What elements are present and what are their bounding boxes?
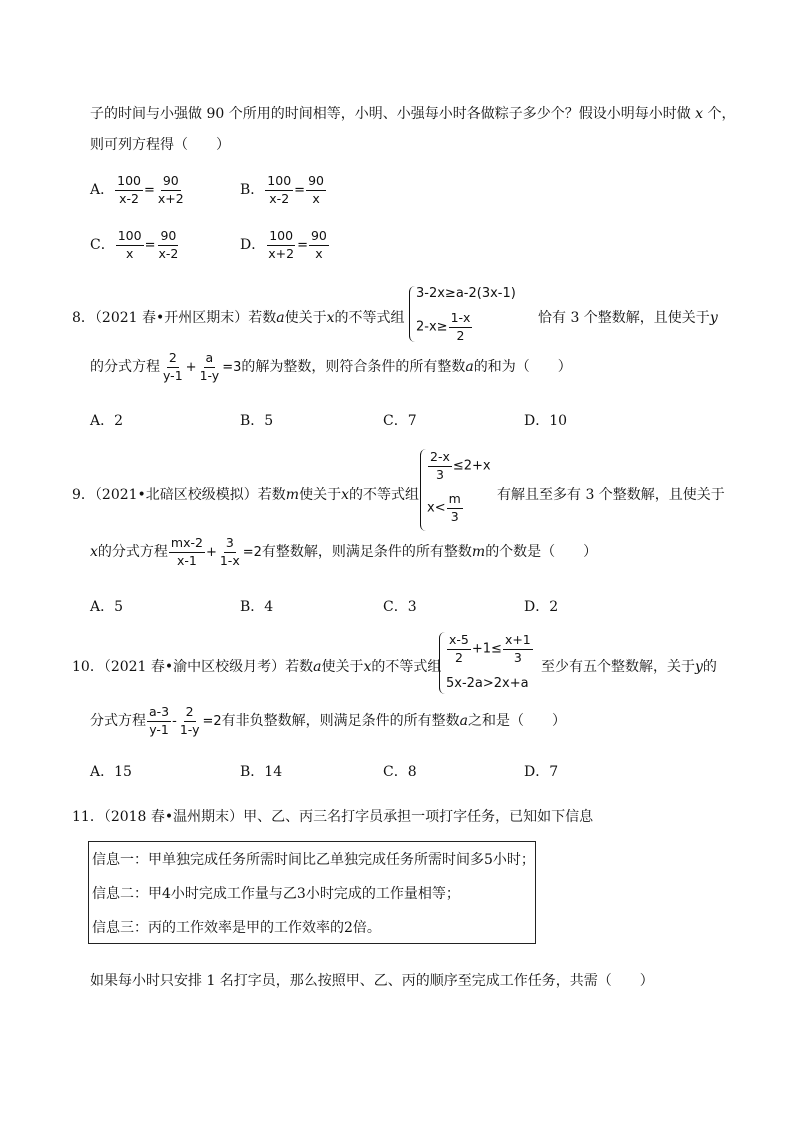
q9-option-a[interactable]: A．5 [90, 599, 124, 615]
q9-option-d[interactable]: D．2 [524, 599, 559, 615]
q7-option-d[interactable]: D． $\frac{100}{x+2}$ = $\frac{90}{x}$ [240, 228, 327, 261]
q10-option-b[interactable]: B．14 [240, 764, 283, 780]
q9-stem-line2: x的分式方程 $\frac{mx-2}{x-1}$ + $\frac{3}{1-x}$ =2有整数解，则满足条件的所有整数m的个数是（ ） [90, 535, 598, 568]
q10-inequality-1: $\frac{x-5}{2}$ +1≤ $\frac{x+1}{3}$ [449, 632, 531, 665]
q8-option-a[interactable]: A．2 [90, 413, 124, 429]
q9-inequality-2: x< $\frac{m}{3}$ [427, 491, 461, 524]
q11-final: 如果每小时只安排 1 名打字员，那么按照甲、乙、丙的顺序至完成工作任务，共需（ ） [90, 973, 654, 989]
q7-line2: 则可列方程得（ ） [90, 137, 230, 153]
q8-option-d[interactable]: D．10 [524, 413, 568, 429]
q10-stem-line2: 分式方程 $\frac{a-3}{y-1}$ - $\frac{2}{1-y}$ =2有非负整数解，则满足条件的所有整数a之和是（ ） [90, 704, 567, 737]
q10-option-c[interactable]: C．8 [383, 764, 417, 780]
q8-option-b[interactable]: B．5 [240, 413, 274, 429]
q8-stem-line2: 的分式方程 $\frac{2}{y-1}$ + $\frac{a}{1-y}$ =3的解为整数，则符合条件的所有整数a的和为（ ） [90, 350, 572, 383]
q7-line1: 子的时间与小强做 90 个所用的时间相等，小明、小强每小时各做粽子多少个？假设小明每小时做 x 个， [90, 106, 736, 122]
q11-info-box [88, 841, 536, 944]
q8-stem-after: 恰有 3 个整数解，且使关于y [538, 310, 718, 326]
q10-stem-after: 至少有五个整数解，关于y的 [541, 659, 717, 675]
q10-inequality-2: 5x-2a>2x+a [446, 676, 529, 691]
q10-stem-line1: 10．（2021 春•渝中区校级月考）若数a使关于x的不等式组 [72, 659, 442, 675]
q10-system-brace [439, 632, 446, 694]
q7-option-c[interactable]: C． $\frac{100}{x}$ = $\frac{90}{x-2}$ [90, 228, 179, 261]
q8-option-c[interactable]: C．7 [383, 413, 417, 429]
q7-option-b[interactable]: B． $\frac{100}{x-2}$ = $\frac{90}{x}$ [240, 173, 324, 206]
q9-option-b[interactable]: B．4 [240, 599, 274, 615]
q9-stem-line1: 9．（2021•北碚区校级模拟）若数m使关于x的不等式组 [72, 487, 419, 503]
q11-info-3: 信息三：丙的工作效率是甲的工作效率的2倍。 [92, 920, 381, 936]
q9-option-c[interactable]: C．3 [383, 599, 417, 615]
q8-inequality-2: 2-x≥ $\frac{1-x}{2}$ [416, 310, 471, 343]
q7-option-a[interactable]: A． $\frac{100}{x-2}$ = $\frac{90}{x+2}$ [90, 173, 184, 206]
q10-option-a[interactable]: A．15 [90, 764, 132, 780]
q11-stem: 11．（2018 春•温州期末）甲、乙、丙三名打字员承担一项打字任务，已知如下信息 [72, 809, 594, 825]
q8-system-brace [409, 286, 416, 342]
q8-inequality-1: 3-2x≥a-2(3x-1) [416, 286, 516, 301]
q11-info-1: 信息一：甲单独完成任务所需时间比乙单独完成任务所需时间多5小时； [92, 852, 535, 868]
q9-system-brace [420, 449, 427, 531]
q11-info-2: 信息二：甲4小时完成工作量与乙3小时完成的工作量相等； [92, 886, 460, 902]
q10-option-d[interactable]: D．7 [524, 764, 559, 780]
q9-inequality-1: $\frac{2-x}{3}$ ≤2+x [430, 449, 491, 482]
q9-stem-after: 有解且至多有 3 个整数解，且使关于 [497, 487, 725, 503]
q8-stem-line1: 8．（2021 春•开州区期末）若数a使关于x的不等式组 [72, 310, 405, 326]
